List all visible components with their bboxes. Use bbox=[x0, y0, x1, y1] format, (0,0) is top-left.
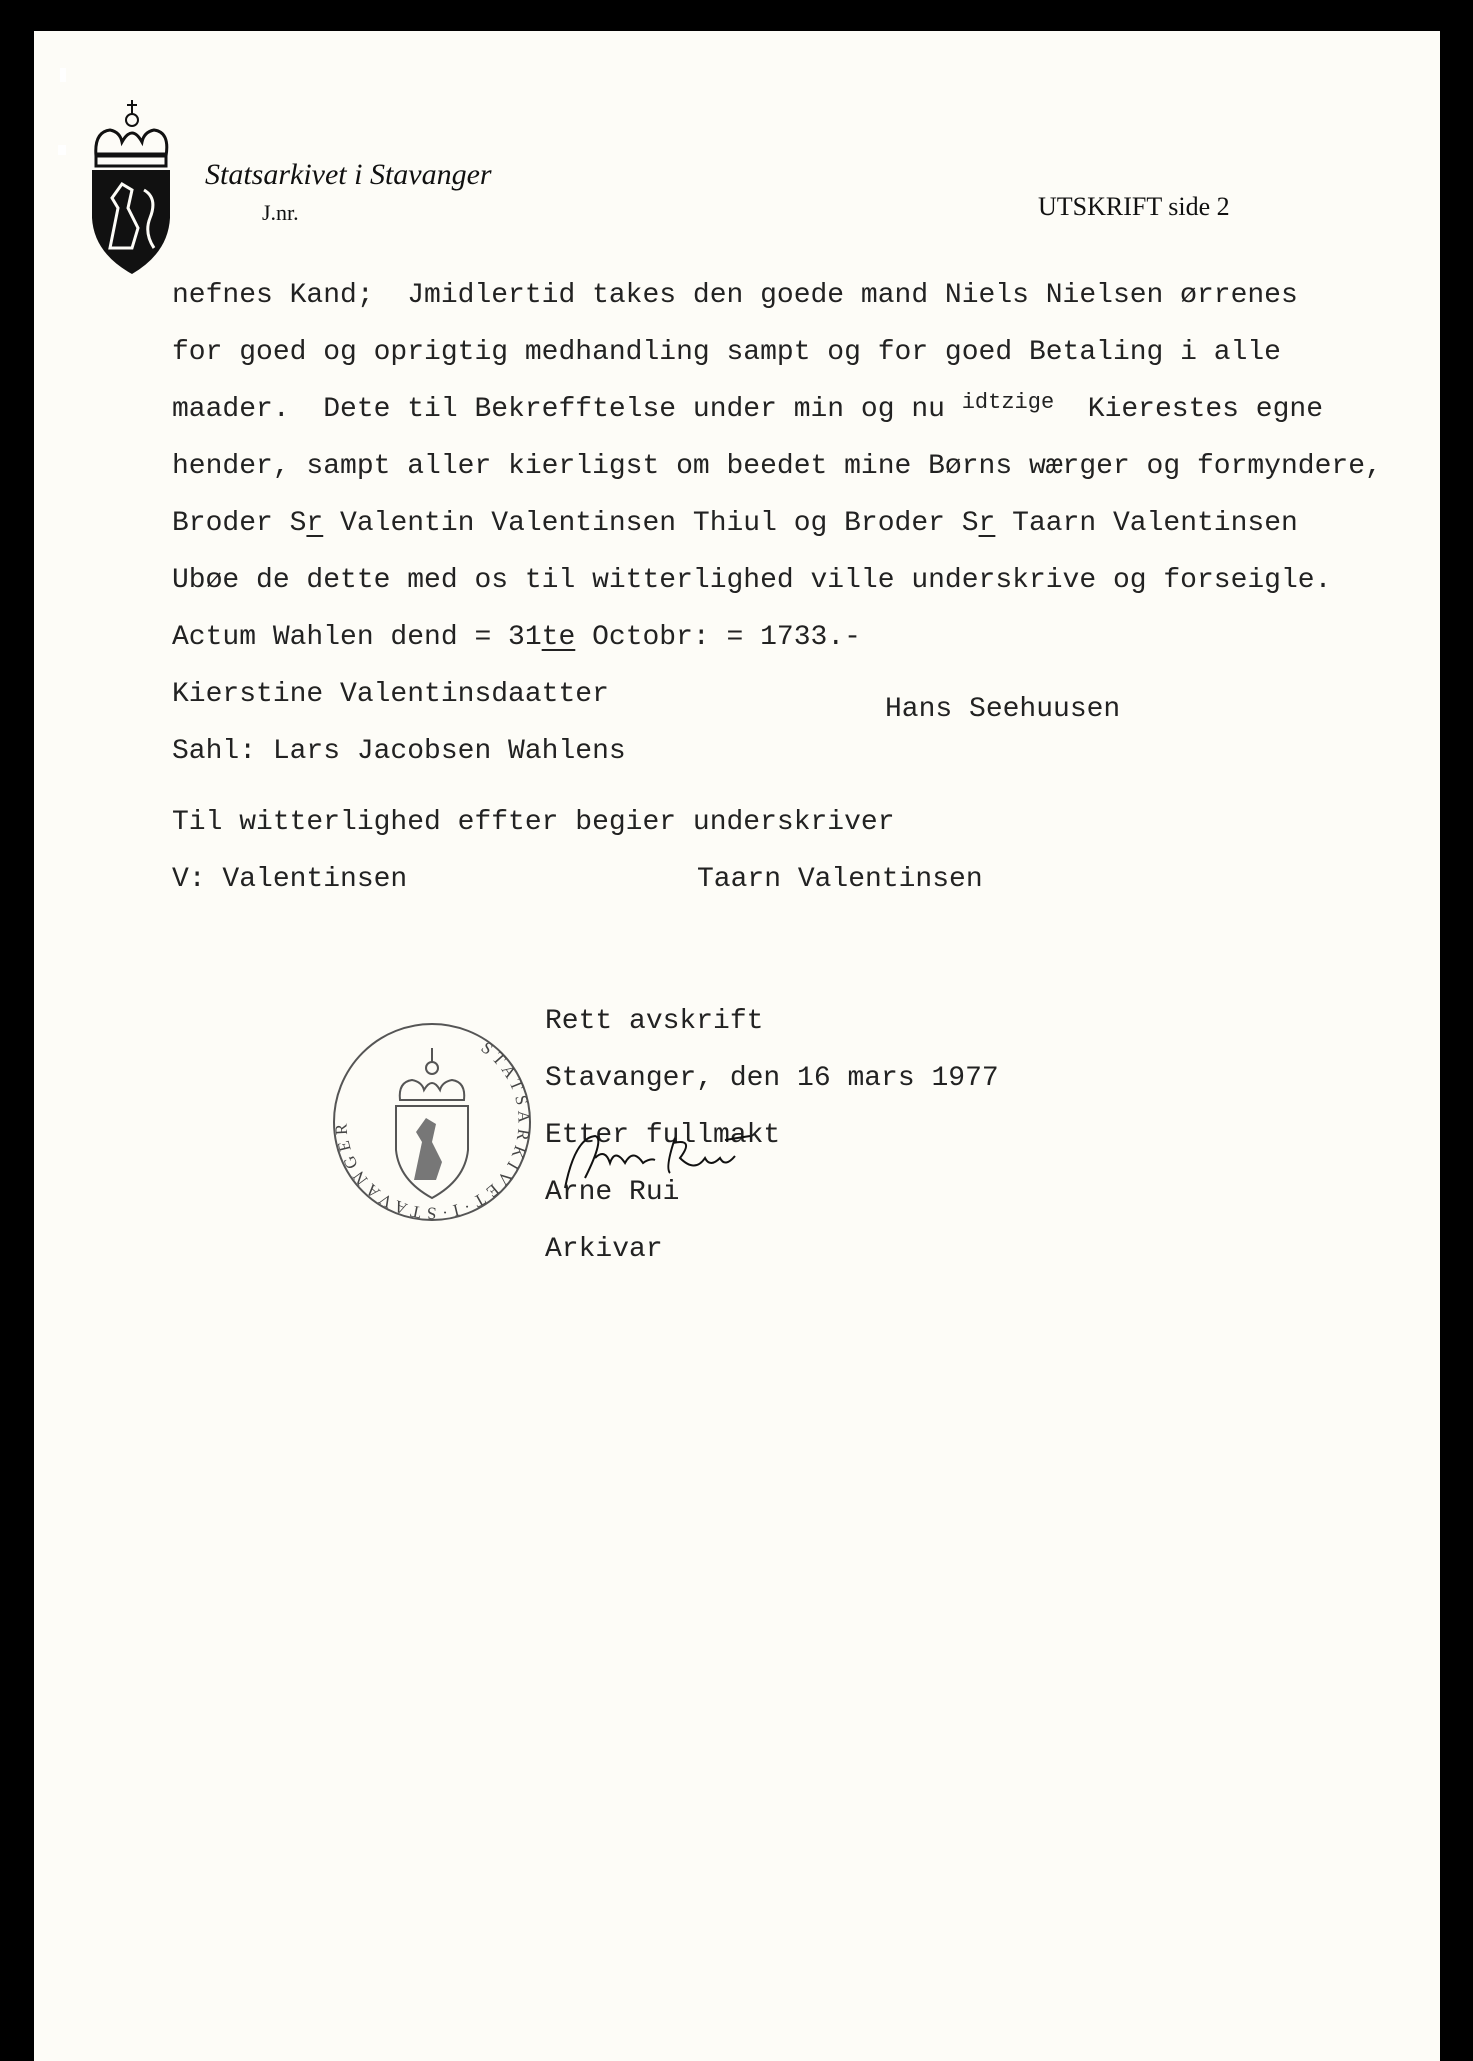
body-line: for goed og oprigtig medhandling sampt og for goed Betaling i alle bbox=[172, 337, 1281, 368]
margin-mark bbox=[60, 68, 66, 82]
document-page bbox=[34, 31, 1440, 2061]
page-header bbox=[1038, 192, 1230, 222]
signatory-kierstine: Kierstine Valentinsdaatter bbox=[172, 679, 609, 710]
body-line: Ubøe de dette med os til witterlighed ville underskrive og forseigle. bbox=[172, 565, 1332, 596]
cert-etter-fullmakt: Etter fullmakt bbox=[545, 1120, 781, 1151]
institution-name: Statsarkivet i Stavanger bbox=[205, 158, 492, 191]
cert-name: Arne Rui bbox=[545, 1177, 680, 1208]
page-label: UTSKRIFT side bbox=[1038, 192, 1211, 221]
cert-rett-avskrift: Rett avskrift bbox=[545, 1006, 764, 1037]
witness-line: Til witterlighed effter begier underskriver bbox=[172, 807, 895, 838]
witness-valentinsen: V: Valentinsen bbox=[172, 864, 408, 895]
journal-number-label: J.nr. bbox=[262, 200, 299, 225]
cert-title: Arkivar bbox=[545, 1234, 663, 1265]
body-line: Broder Sr Valentin Valentinsen Thiul og Broder Sr Taarn Valentinsen bbox=[172, 508, 1298, 539]
signatory-hans: Hans Seehuusen bbox=[885, 694, 1121, 725]
body-line: hender, sampt aller kierligst om beedet mine Børns wærger og formyndere, bbox=[172, 451, 1382, 482]
coat-of-arms-logo bbox=[88, 98, 174, 274]
margin-mark bbox=[58, 145, 66, 155]
seal-text: STATSARKIVET·I·STAVANGER bbox=[331, 1037, 534, 1223]
cert-place-date: Stavanger, den 16 mars 1977 bbox=[545, 1063, 999, 1094]
official-seal bbox=[330, 1020, 535, 1225]
body-line: nefnes Kand; Jmidlertid takes den goede mand Niels Nielsen ørrenes bbox=[172, 280, 1298, 311]
signatory-sahl: Sahl: Lars Jacobsen Wahlens bbox=[172, 736, 626, 767]
body-line: maader. Dete til Bekrefftelse under min og nu $^{idtzige}$ Kierestes egne bbox=[172, 390, 1323, 425]
page-number: 2 bbox=[1216, 192, 1230, 221]
witness-taarn: Taarn Valentinsen bbox=[697, 864, 983, 895]
body-line: Actum Wahlen dend = 31te Octobr: = 1733.- bbox=[172, 622, 861, 653]
